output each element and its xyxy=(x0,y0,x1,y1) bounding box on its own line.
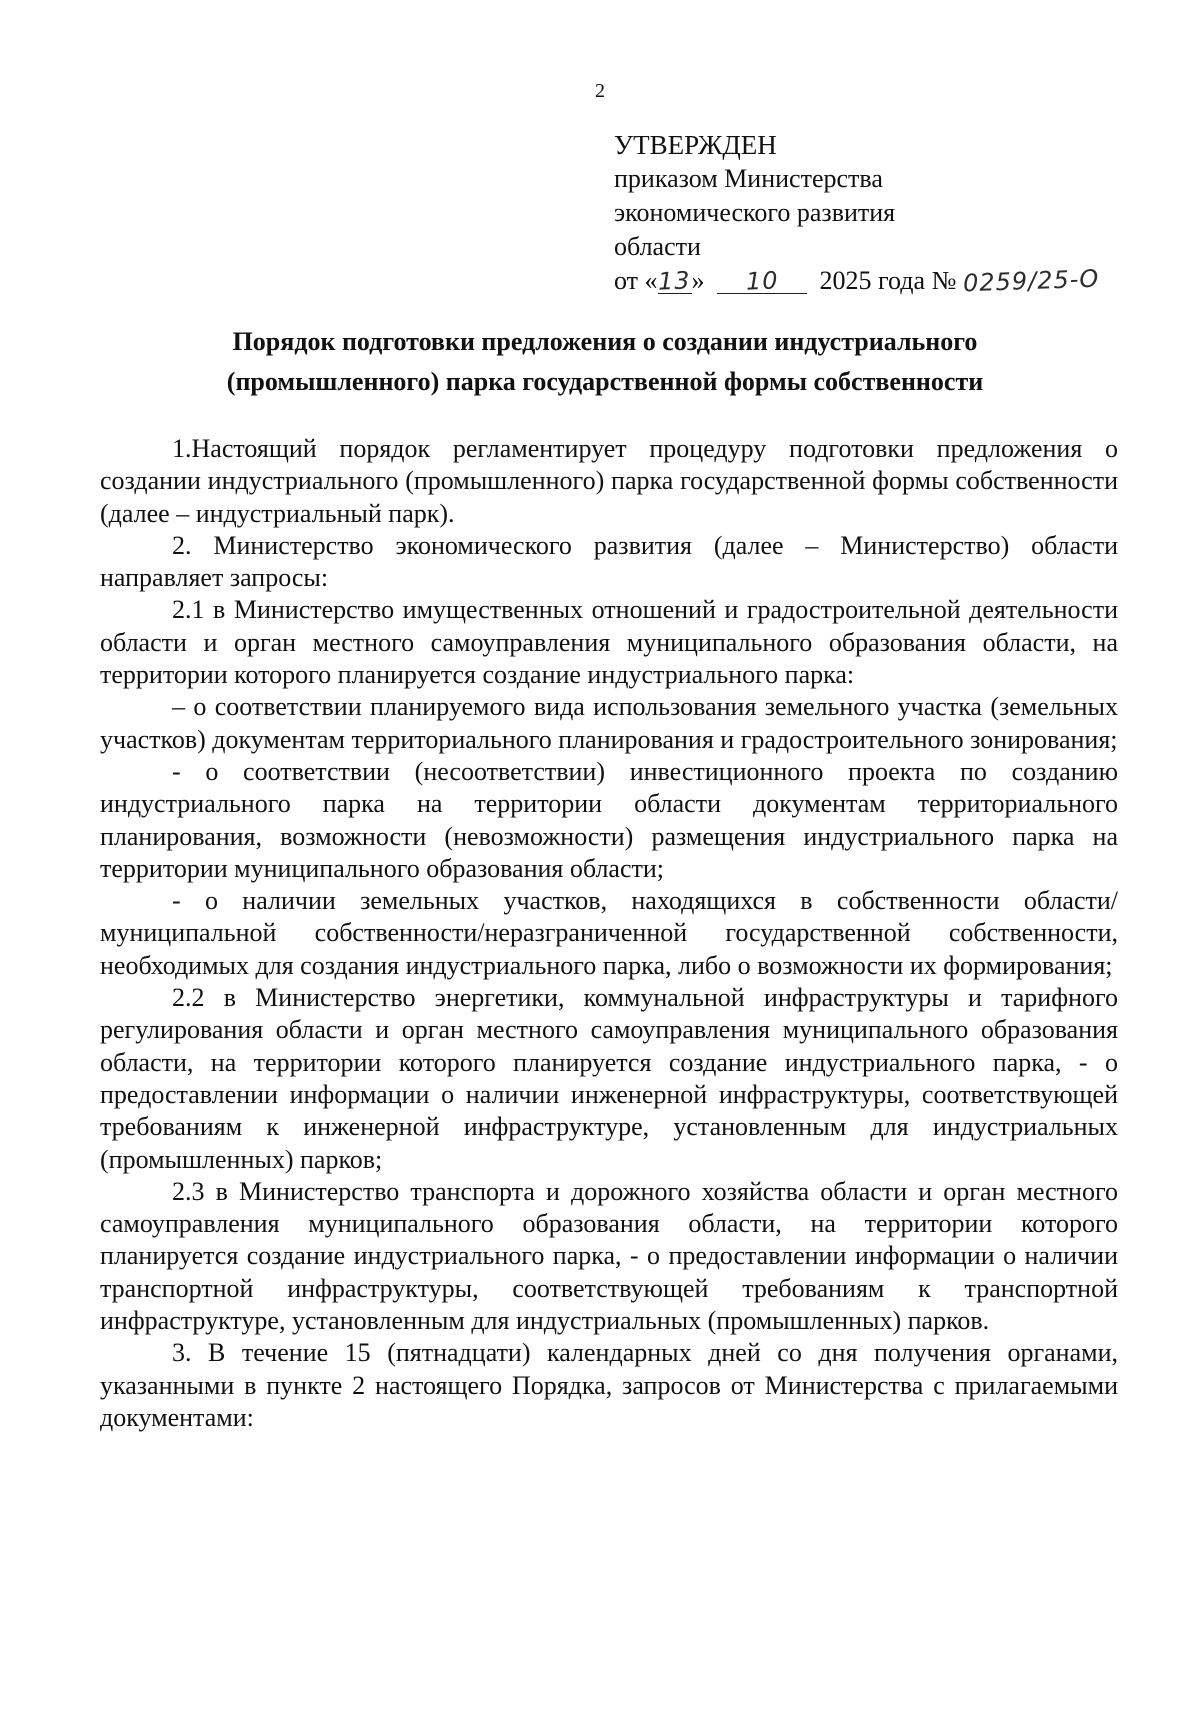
paragraph-3: 3. В течение 15 (пятнадцати) календарных дней со дня получения органами, указанными в пункте 2 настоящего Порядка, запросов от Министерства с прилагаемыми документами: xyxy=(100,1338,1118,1432)
handwritten-order-number: 0259/25-О xyxy=(962,264,1100,298)
date-prefix: от « xyxy=(614,266,658,295)
paragraph-2-1: 2.1 в Министерство имущественных отношений и градостроительной деятельности области и орган местного самоуправления муниципального образования области, на территории которого планируется создание индустриального парка: xyxy=(100,595,1118,690)
paragraph-2-3: 2.3 в Министерство транспорта и дорожного хозяйства области и орган местного самоуправления муниципального образования области, на территории которого планируется создание индустриального парка, - о предоставлении информации о наличии транспортной инфраструктуры, соответствующей требованиям к транспортной инфраструктуре, установленным для индустриальных (промышленных) парков. xyxy=(100,1176,1118,1336)
document-body xyxy=(100,433,1118,1434)
date-close: » xyxy=(691,266,705,295)
approval-date-line xyxy=(614,264,1174,298)
approval-line-1: приказом Министерства xyxy=(614,164,883,193)
paragraph-1: 1.Настоящий порядок регламентирует процедуру подготовки предложения о создании индустриального (промышленного) парка государственной формы собственности (далее – индустриальный парк). xyxy=(100,434,1118,528)
handwritten-month: 10 xyxy=(717,269,807,294)
paragraph-2: 2. Министерство экономического развития (далее – Министерство) области направляет запросы: xyxy=(100,530,1118,593)
approval-stamp-block xyxy=(614,128,1174,298)
title-line-2: (промышленного) парка государственной формы собственности xyxy=(226,367,984,396)
title-line-1: Порядок подготовки предложения о создании индустриального xyxy=(232,327,978,356)
date-year: 2025 года xyxy=(819,266,926,295)
paragraph-dash-3: - о наличии земельных участков, находящихся в собственности области/муниципальной собственности/неразграниченной государственной собственности, необходимых для создания индустриального парка, либо о возможности их формирования; xyxy=(100,886,1118,980)
approval-heading: УТВЕРЖДЕН xyxy=(614,130,777,160)
document-title xyxy=(100,322,1110,402)
paragraph-dash-2: - о соответствии (несоответствии) инвестиционного проекта по созданию индустриального парка на территории области документам территориального планирования, возможности (невозможности) размещения индустриального парка на территории муниципального образования области; xyxy=(100,756,1118,883)
paragraph-2-2: 2.2 в Министерство энергетики, коммунальной инфраструктуры и тарифного регулирования области и орган местного самоуправления муниципального образования области, на территории которого планируется создание индустриального парка, - о предоставлении информации о наличии инженерной инфраструктуры, соответствующей требованиям к инженерной инфраструктуре, установленным для индустриальных (промышленных) парков; xyxy=(100,983,1118,1174)
approval-line-2: экономического развития xyxy=(614,198,896,227)
handwritten-day: 13 xyxy=(657,266,692,296)
number-sign: № xyxy=(931,266,957,295)
page-number: 2 xyxy=(595,80,605,102)
paragraph-dash-1: – о соответствии планируемого вида использования земельного участка (земельных участков) документам территориального планирования и градостроительного зонирования; xyxy=(100,692,1118,754)
approval-line-3: области xyxy=(614,232,701,261)
